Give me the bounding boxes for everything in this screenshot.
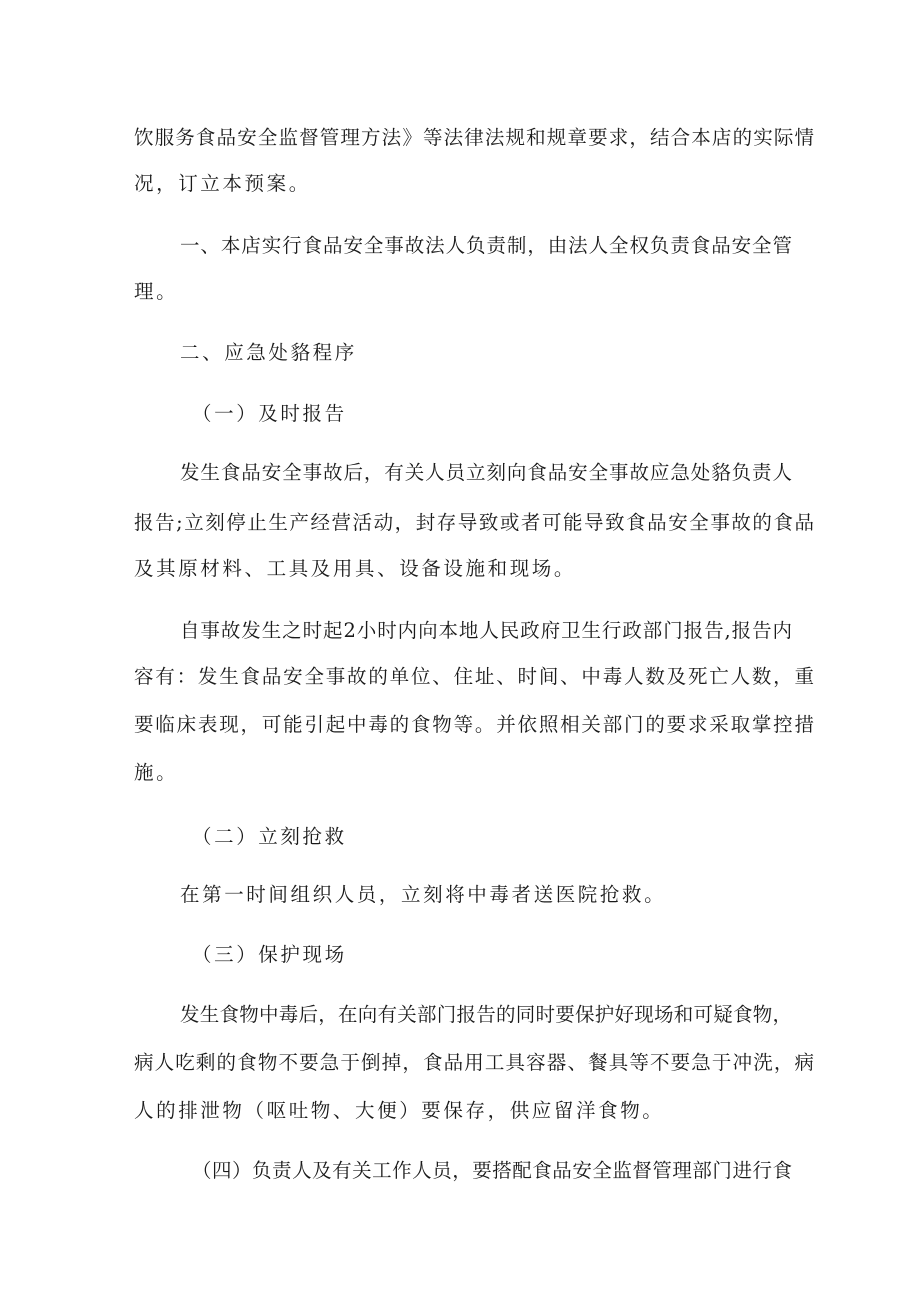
paragraph-line: 报告;立刻停止生产经营活动，封存导致或者可能导致食品安全事故的食品 [134,511,814,534]
paragraph-line: 一、本店实行食品安全事故法人负责制，由法人全权负责食品安全管 [180,234,792,257]
paragraph-line: 施。 [134,761,179,784]
paragraph-line: 况，订立本预案。 [134,172,311,195]
subsection-heading: （一）及时报告 [192,402,347,425]
subsection-heading: （三）保护现场 [192,943,347,966]
paragraph-line: （四）负责人及有关工作人员，要搭配食品安全监督管理部门进行食 [192,1159,792,1182]
paragraph-line: 病人吃剩的食物不要急于倒掉，食品用工具容器、餐具等不要急于冲洗，病 [134,1051,814,1074]
paragraph-line: 自事故发生之时起2小时内向本地人民政府卫生行政部门报告,报告内 [180,619,792,642]
paragraph-line: 及其原材料、工具及用具、设备设施和现场。 [134,557,577,580]
paragraph-line: 发生食品安全事故后，有关人员立刻向食品安全事故应急处貉负责人 [180,461,792,484]
section-heading: 二、应急处貉程序 [180,341,357,364]
paragraph-line: 发生食物中毒后，在向有关部门报告的同时要保护好现场和可疑食物， [180,1003,792,1026]
paragraph-line: 要临床表现，可能引起中毒的食物等。并依照相关部门的要求采取掌控措 [134,713,814,736]
paragraph-line: 在第一时间组织人员，立刻将中毒者送医院抢救。 [180,883,667,906]
paragraph-line: 饮服务食品安全监督管理方法》等法律法规和规章要求，结合本店的实际情 [134,126,814,149]
subsection-heading: （二）立刻抢救 [192,825,347,848]
paragraph-line: 容有：发生食品安全事故的单位、住址、时间、中毒人数及死亡人数，重 [134,665,814,688]
paragraph-line: 人的排泄物（呕吐物、大便）要保存，供应留洋食物。 [134,1099,665,1122]
paragraph-line: 理。 [134,280,179,303]
